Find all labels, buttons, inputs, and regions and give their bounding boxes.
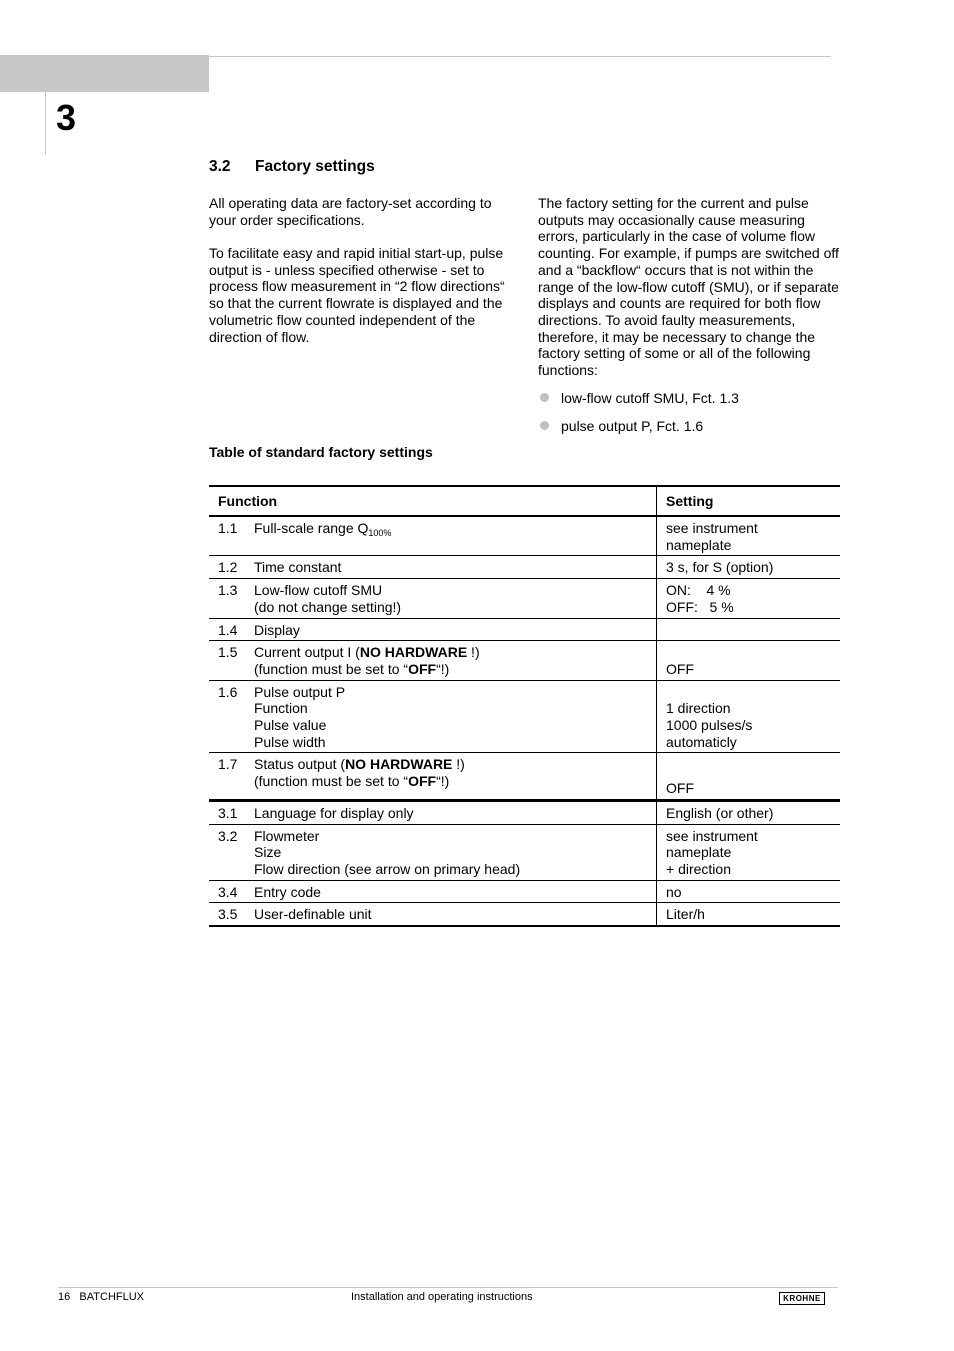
bullet-dot-icon [540,421,549,430]
fct-setting: ON: 4 % OFF: 5 % [657,579,841,618]
chapter-divider [45,92,46,155]
right-paragraph-1: The factory setting for the current and pulse outputs may occasionally cause measuring errors, particularly in the case of volume flow counting. For example, if pumps are switched off and a “backflow“ occurs that is not within the range of the low-flow cutoff (SMU), or if separate displays and counts are required for both flow directions. To avoid faulty measurements, therefore, it may be necessary to change the factory setting of some or all of the following functions: [538,195,839,379]
fct-number: 3.1 [209,800,244,824]
left-paragraph-2: To facilitate easy and rapid initial start-up, pulse output is - unless specified otherwise - set to process flow measurement in “2 flow directions“ so that the current flowrate is displayed and the volumetric flow counted independent of the direction of flow. [209,245,505,345]
fct-number: 3.5 [209,903,244,926]
fct-description: Entry code [244,880,657,903]
header-function: Function [209,486,657,516]
fct-description: Status output (NO HARDWARE !) (function must be set to “OFF“!) [244,753,657,800]
table-header-row [209,486,840,516]
fct-description: Full-scale range $Q_{100\%}$ [244,516,657,556]
table-row [209,824,840,880]
fct-description: Language for display only [244,800,657,824]
fct-description: Low-flow cutoff SMU (do not change setting!) [244,579,657,618]
fct-number: 1.4 [209,618,244,641]
footer-document-title: Installation and operating instructions [351,1291,533,1303]
bullet-text: pulse output P, Fct. 1.6 [561,418,704,434]
krohne-logo: KROHNE [779,1292,825,1305]
fct-setting: no [657,880,841,903]
table-row [209,880,840,903]
fct-number: 1.1 [218,520,238,536]
fct-setting: see instrument nameplate [666,520,758,553]
fct-description: Flowmeter Size Flow direction (see arrow on primary head) [244,824,657,880]
fct-description: User-definable unit [244,903,657,926]
footer-rule [58,1287,838,1288]
fct-setting [657,618,841,641]
fct-number: 3.2 [209,824,244,880]
table-row [209,680,840,753]
table-row [209,641,840,680]
section-title: Factory settings [255,158,375,175]
table-row [209,516,840,556]
section-heading [209,157,375,177]
table-row [209,556,840,579]
footer-page-info [58,1291,144,1304]
fct-number: 1.2 [209,556,244,579]
factory-settings-table [209,485,840,927]
fct-description: Time constant [244,556,657,579]
fct-number: 1.7 [209,753,244,800]
header-setting: Setting [657,486,841,516]
fct-setting: English (or other) [657,800,841,824]
table-row [209,618,840,641]
left-paragraph-1: All operating data are factory-set according to your order specifications. [209,195,492,228]
chapter-number: 3 [56,97,77,138]
fct-setting: Liter/h [657,903,841,926]
section-number: 3.2 [209,158,231,175]
bullet-item [540,390,739,407]
header-rule [209,56,831,57]
product-name: BATCHFLUX [79,1291,145,1303]
fct-setting: see instrument nameplate + direction [657,824,841,880]
header-gray-block [0,55,209,92]
table-caption: Table of standard factory settings [209,444,433,460]
table-row [209,753,840,800]
fct-description: Display [244,618,657,641]
fct-description: Pulse output P Function Pulse value Pulse width [244,680,657,753]
fct-number: 1.5 [209,641,244,680]
fct-setting: 3 s, for S (option) [657,556,841,579]
table-row [209,579,840,618]
table-row [209,903,840,926]
fct-number: 1.3 [209,579,244,618]
table-row [209,800,840,824]
bullet-dot-icon [540,393,549,402]
page-number: 16 [58,1291,71,1303]
fct-number: 3.4 [209,880,244,903]
fct-description: Current output I (NO HARDWARE !) (function must be set to “OFF“!) [244,641,657,680]
bullet-text: low-flow cutoff SMU, Fct. 1.3 [561,390,739,406]
fct-setting: OFF [657,753,841,800]
fct-number: 1.6 [209,680,244,753]
fct-setting: OFF [657,641,841,680]
fct-setting: 1 direction 1000 pulses/s automaticly [657,680,841,753]
bullet-item [540,418,703,435]
